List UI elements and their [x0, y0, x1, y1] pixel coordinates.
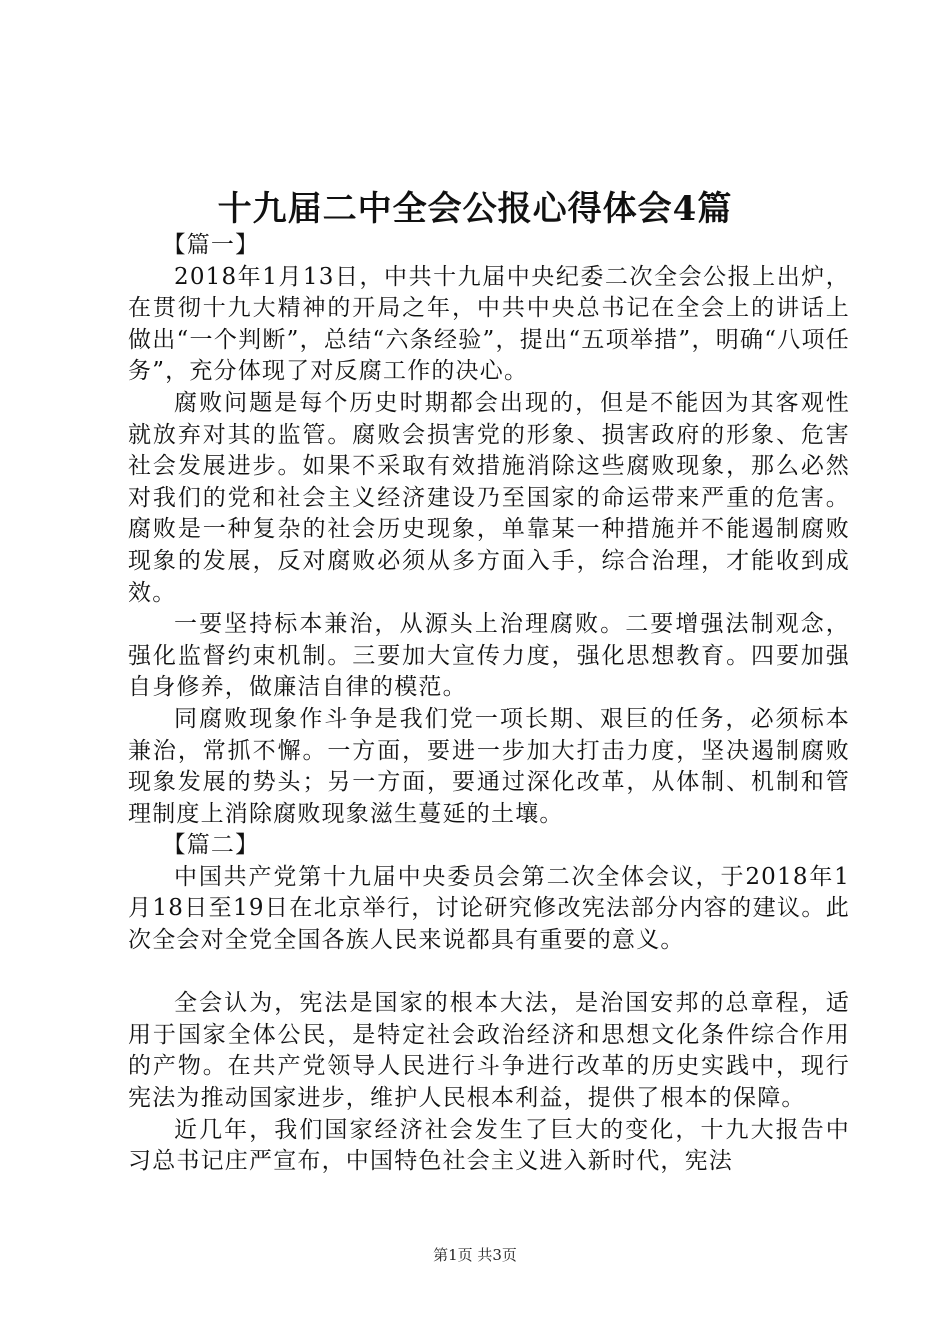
paragraph: 2018年1月13日，中共十九届中央纪委二次全会公报上出炉，在贯彻十九大精神的开局之年，中共中央总书记在全会上的讲话上做出“一个判断”，总结“六条经验”，提出“五项举措”，明确“八项任务”，充分体现了对反腐工作的决心。 [128, 263, 850, 385]
paragraph: 同腐败现象作斗争是我们党一项长期、艰巨的任务，必须标本兼治，常抓不懈。一方面，要进一步加大打击力度，坚决遏制腐败现象发展的势头；另一方面，要通过深化改革，从体制、机制和管理制度上消除腐败现象滋生蔓延的土壤。 [128, 705, 850, 827]
section-heading-2: 【篇二】 [162, 832, 260, 859]
paragraph: 全会认为，宪法是国家的根本大法，是治国安邦的总章程，适用于国家全体公民，是特定社会政治经济和思想文化条件综合作用的产物。在共产党领导人民进行斗争进行改革的历史实践中，现行宪法为推动国家进步，维护人民根本利益，提供了根本的保障。 [128, 990, 850, 1112]
document-body [128, 230, 850, 1178]
blank-line [128, 957, 850, 989]
paragraph: 中国共产党第十九届中央委员会第二次全体会议，于2018年1月18日至19日在北京举行，讨论研究修改宪法部分内容的建议。此次全会对全党全国各族人民来说都具有重要的意义。 [128, 863, 850, 954]
page-number-footer: 第1页 共3页 [433, 1246, 517, 1264]
document-title: 十九届二中全会公报心得体会4篇 [217, 189, 733, 229]
section-heading-1: 【篇一】 [162, 232, 260, 258]
paragraph: 近几年，我们国家经济社会发生了巨大的变化，十九大报告中习总书记庄严宣布，中国特色社会主义进入新时代，宪法 [128, 1116, 850, 1175]
paragraph: 腐败问题是每个历史时期都会出现的，但是不能因为其客观性就放弃对其的监管。腐败会损害党的形象、损害政府的形象、危害社会发展进步。如果不采取有效措施消除这些腐败现象，那么必然对我们的党和社会主义经济建设乃至国家的命运带来严重的危害。腐败是一种复杂的社会历史现象，单靠某一种措施并不能遏制腐败现象的发展，反对腐败必须从多方面入手，综合治理，才能收到成效。 [128, 389, 850, 606]
paragraph: 一要坚持标本兼治，从源头上治理腐败。二要增强法制观念，强化监督约束机制。三要加大宣传力度，强化思想教育。四要加强自身修养，做廉洁自律的模范。 [128, 611, 850, 701]
